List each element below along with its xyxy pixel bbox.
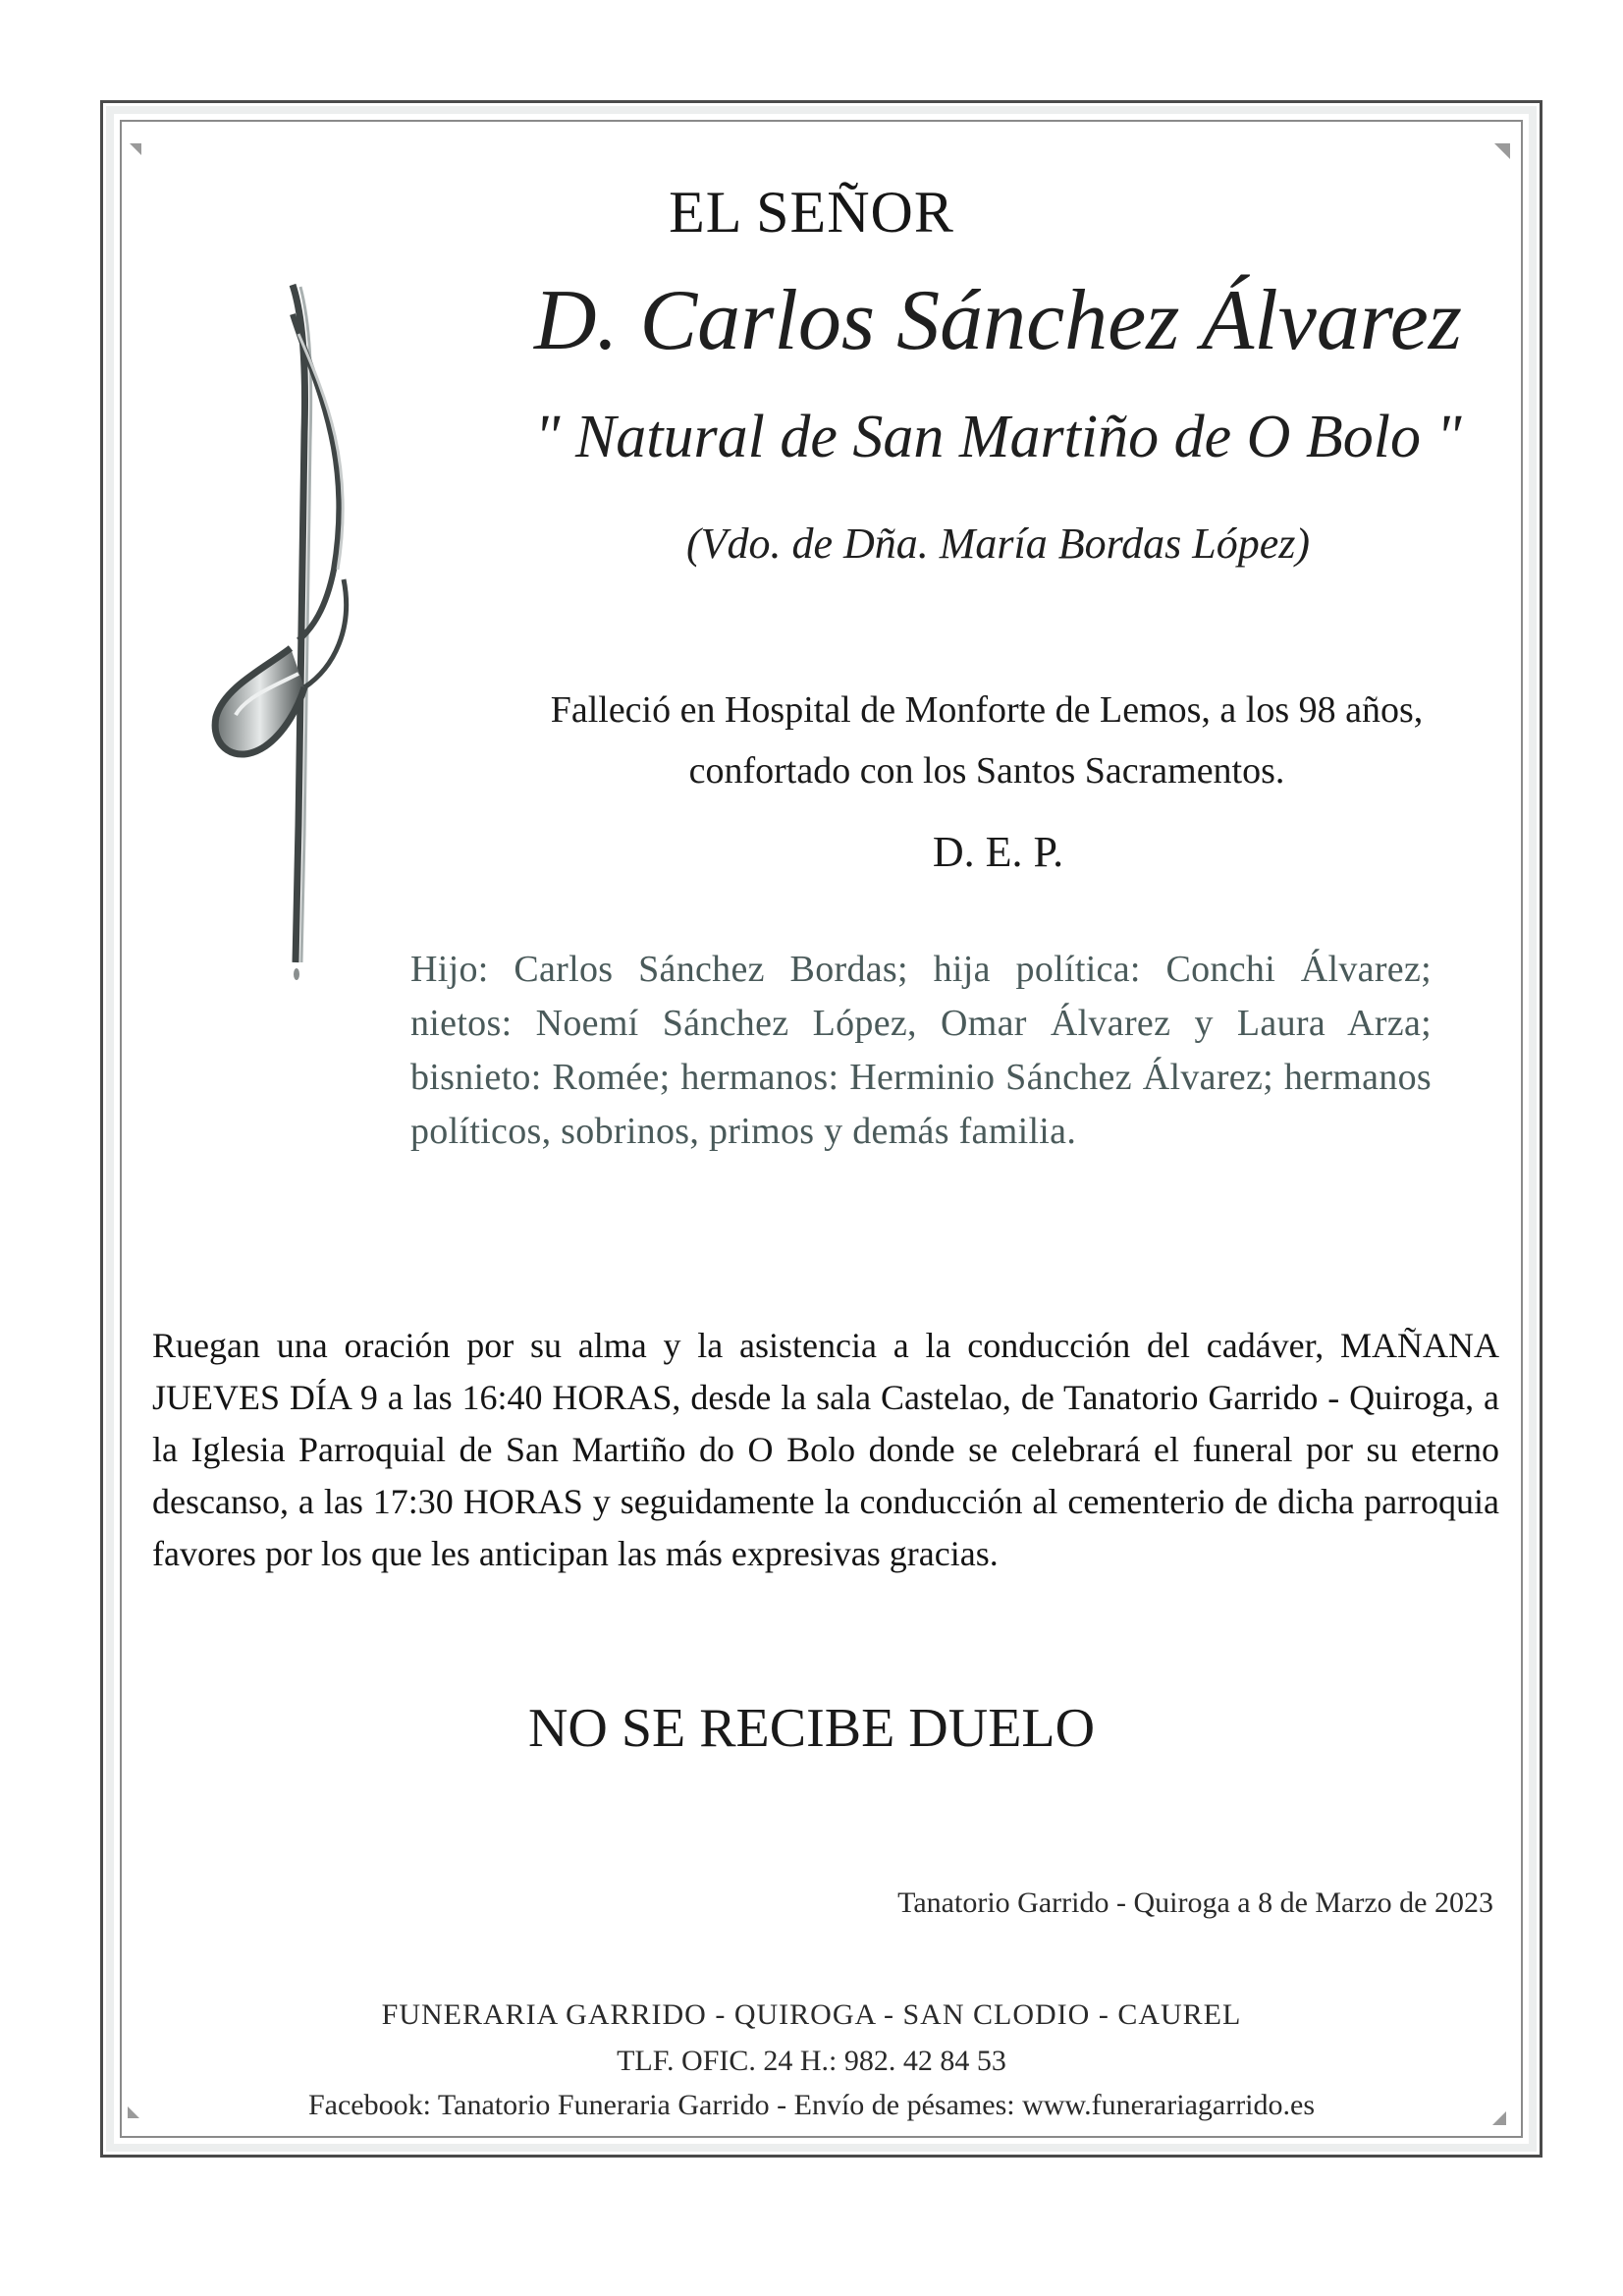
- no-duel-notice: NO SE RECIBE DUELO: [527, 1698, 1096, 1759]
- death-line-2: confortado con los Santos Sacramentos.: [688, 750, 1285, 792]
- prayer-part-1: Ruegan una oración por su alma y la asistencia a la conducción del cadáver,: [152, 1326, 1325, 1365]
- rip-text: D. E. P.: [932, 828, 1064, 876]
- prayer-part-2: MAÑANA JUEVES DÍA 9 a las 16:40 HORAS, desde la sala Castelao, de Tanatorio Garrido - Quiroga, a la Iglesia Parroquial de San Martiño do O Bolo donde se celebrará el funeral por su eterno descanso, a las 17:30 HORAS y seguidamente la conducción al cementerio de dicha parroquia favores por los que les anticipan las más expresivas gracias.: [152, 1326, 1499, 1573]
- prayer-paragraph: [152, 1320, 1499, 1580]
- family-list: Hijo: Carlos Sánchez Bordas; hija política: Conchi Álvarez; nietos: Noemí Sánchez López, Omar Álvarez y Laura Arza; bisnieto: Romée; hermanos: Herminio Sánchez Álvarez; hermanos políticos, sobrinos, primos y demás familia.: [410, 949, 1432, 1152]
- page-title: EL SEÑOR: [669, 180, 954, 245]
- widower-line: (Vdo. de Dña. María Bordas López): [685, 519, 1311, 568]
- death-announcement: [422, 680, 1551, 801]
- origin-line: " Natural de San Martiño de O Bolo ": [534, 404, 1462, 470]
- footer-phone: TLF. OFIC. 24 H.: 982. 42 84 53: [617, 2045, 1006, 2077]
- death-line-1: Falleció en Hospital de Monforte de Lemos, a los 98 años,: [550, 689, 1424, 731]
- corner-ornament-top-right: [1494, 143, 1510, 159]
- footer-contact: Facebook: Tanatorio Funeraria Garrido - Envío de pésames: www.funerariagarrido.es: [307, 2089, 1316, 2121]
- footer-company: FUNERARIA GARRIDO - QUIROGA - SAN CLODIO - CAUREL: [381, 1998, 1242, 2031]
- dateline: Tanatorio Garrido - Quiroga a 8 de Marzo de 2023: [897, 1886, 1493, 1919]
- deceased-name: D. Carlos Sánchez Álvarez: [533, 273, 1463, 368]
- corner-ornament-top-left: [130, 143, 141, 155]
